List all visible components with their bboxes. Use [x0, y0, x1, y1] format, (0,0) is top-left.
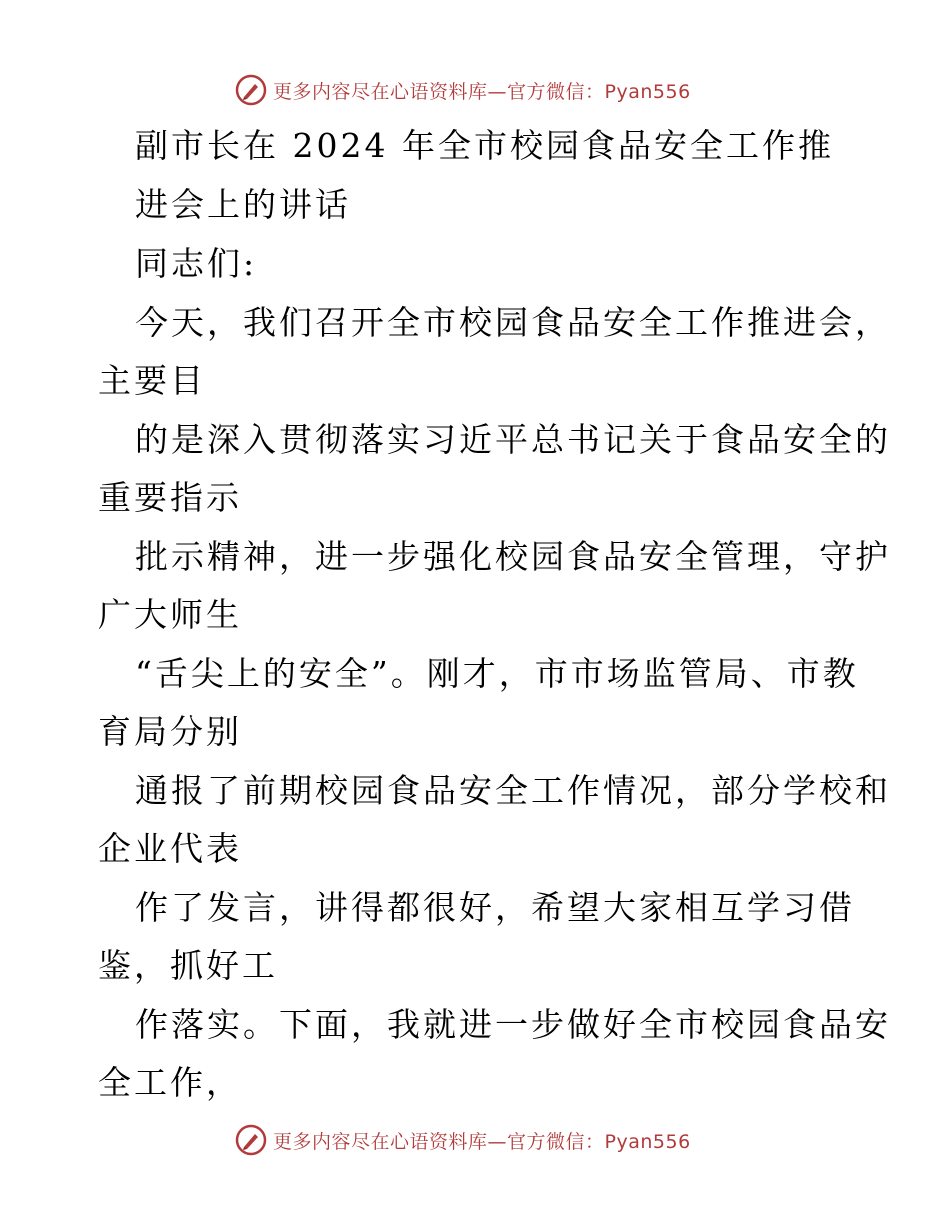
- document-title-line-1: 副市长在 2024 年全市校园食品安全工作推: [135, 126, 834, 165]
- body-line: 广大师生: [98, 595, 242, 634]
- body-line: 企业代表: [98, 829, 242, 868]
- salutation: 同志们:: [135, 244, 258, 283]
- body-line: 作落实。下面，我就进一步做好全市校园食品安: [135, 1005, 891, 1044]
- watermark-text: 更多内容尽在心语资料库—官方微信：Pyan556: [273, 80, 691, 103]
- body-line: 批示精神，进一步强化校园食品安全管理，守护: [135, 537, 891, 576]
- body-line: 通报了前期校园食品安全工作情况，部分学校和: [135, 771, 891, 810]
- body-line: 主要目: [98, 361, 206, 400]
- body-line: 的是深入贯彻落实习近平总书记关于食品安全的: [135, 420, 891, 459]
- body-line: 今天，我们召开全市校园食品安全工作推进会，: [135, 303, 891, 342]
- body-line: “舌尖上的安全”。刚才，市市场监管局、市教: [135, 654, 859, 693]
- watermark-text: 更多内容尽在心语资料库—官方微信：Pyan556: [273, 1130, 691, 1153]
- body-line: 育局分别: [98, 712, 242, 751]
- footer-watermark: [235, 1123, 691, 1157]
- document-title-line-2: 进会上的讲话: [135, 185, 351, 224]
- body-line: 作了发言，讲得都很好，希望大家相互学习借: [135, 888, 855, 927]
- body-line: 重要指示: [98, 478, 242, 517]
- body-line: 鉴，抓好工: [98, 946, 278, 985]
- header-watermark: [235, 73, 691, 107]
- pen-circle-icon: [235, 74, 267, 106]
- body-line: 全工作，: [98, 1063, 242, 1102]
- pen-circle-icon: [235, 1124, 267, 1156]
